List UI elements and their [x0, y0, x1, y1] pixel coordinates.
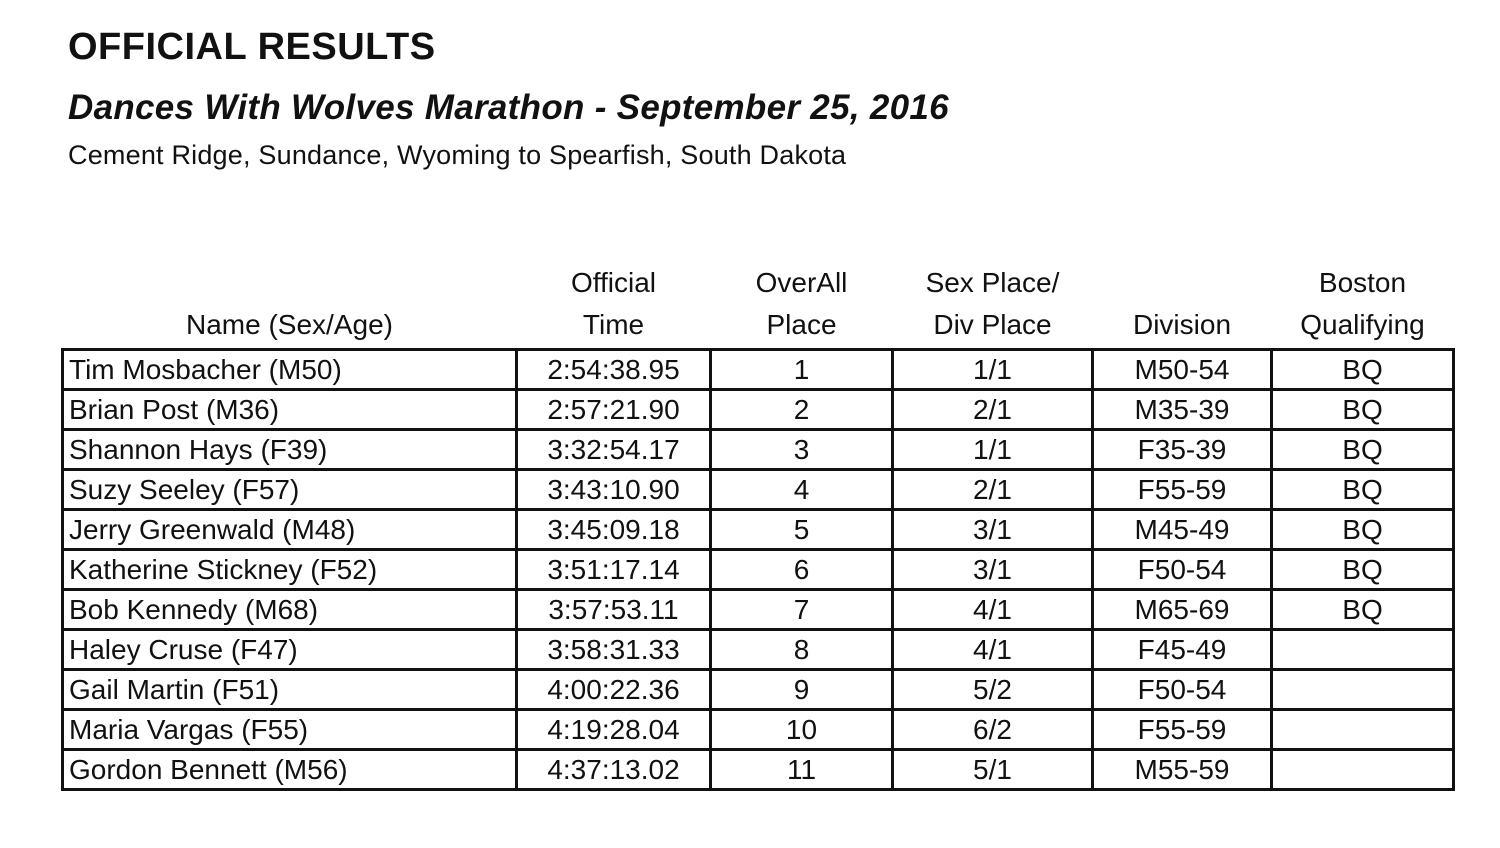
sex-div-place: 1/1	[893, 430, 1093, 470]
sex-div-place: 4/1	[893, 590, 1093, 630]
boston-qualifying: BQ	[1272, 430, 1454, 470]
sex-div-place: 1/1	[893, 350, 1093, 390]
official-time: 3:51:17.14	[517, 550, 711, 590]
overall-place: 10	[711, 710, 893, 750]
event-location: Cement Ridge, Sundance, Wyoming to Spearfish, South Dakota	[68, 140, 847, 170]
official-time: 4:00:22.36	[517, 670, 711, 710]
table-header-row	[63, 262, 1454, 350]
boston-qualifying	[1272, 630, 1454, 670]
overall-place: 9	[711, 670, 893, 710]
column-header-time: Official Time	[570, 267, 657, 340]
column-header-division: Division	[1132, 309, 1232, 340]
division: F55-59	[1093, 470, 1272, 510]
column-header-sex-div-place: Sex Place/ Div Place	[925, 267, 1060, 340]
sex-div-place: 5/2	[893, 670, 1093, 710]
column-header-boston-qualifying: Boston Qualifying	[1300, 267, 1425, 340]
official-time: 3:32:54.17	[517, 430, 711, 470]
sex-div-place: 3/1	[893, 510, 1093, 550]
division: M50-54	[1093, 350, 1272, 390]
boston-qualifying: BQ	[1272, 350, 1454, 390]
official-time: 3:58:31.33	[517, 630, 711, 670]
overall-place: 11	[711, 750, 893, 790]
boston-qualifying: BQ	[1272, 590, 1454, 630]
table-row	[63, 430, 1454, 470]
results-table	[61, 262, 1455, 791]
boston-qualifying: BQ	[1272, 510, 1454, 550]
overall-place: 8	[711, 630, 893, 670]
boston-qualifying	[1272, 750, 1454, 790]
runner-name: Suzy Seeley (F57)	[63, 470, 517, 510]
boston-qualifying	[1272, 670, 1454, 710]
runner-name: Jerry Greenwald (M48)	[63, 510, 517, 550]
division: M55-59	[1093, 750, 1272, 790]
runner-name: Gail Martin (F51)	[63, 670, 517, 710]
division: M35-39	[1093, 390, 1272, 430]
boston-qualifying: BQ	[1272, 390, 1454, 430]
division: F50-54	[1093, 550, 1272, 590]
division: F50-54	[1093, 670, 1272, 710]
division: M65-69	[1093, 590, 1272, 630]
overall-place: 2	[711, 390, 893, 430]
division: F55-59	[1093, 710, 1272, 750]
overall-place: 1	[711, 350, 893, 390]
page-title: OFFICIAL RESULTS	[68, 26, 436, 68]
table-row	[63, 550, 1454, 590]
table-row	[63, 390, 1454, 430]
table-row	[63, 710, 1454, 750]
runner-name: Tim Mosbacher (M50)	[63, 350, 517, 390]
official-time: 3:43:10.90	[517, 470, 711, 510]
runner-name: Gordon Bennett (M56)	[63, 750, 517, 790]
overall-place: 3	[711, 430, 893, 470]
event-subtitle: Dances With Wolves Marathon - September 25, 2016	[68, 88, 949, 127]
column-header-name: Name (Sex/Age)	[186, 309, 393, 340]
overall-place: 6	[711, 550, 893, 590]
sex-div-place: 6/2	[893, 710, 1093, 750]
runner-name: Katherine Stickney (F52)	[63, 550, 517, 590]
official-time: 3:57:53.11	[517, 590, 711, 630]
boston-qualifying: BQ	[1272, 550, 1454, 590]
runner-name: Haley Cruse (F47)	[63, 630, 517, 670]
runner-name: Shannon Hays (F39)	[63, 430, 517, 470]
division: F35-39	[1093, 430, 1272, 470]
sex-div-place: 4/1	[893, 630, 1093, 670]
column-header-overall-place: OverAll Place	[755, 267, 848, 340]
table-row	[63, 670, 1454, 710]
sex-div-place: 2/1	[893, 470, 1093, 510]
division: F45-49	[1093, 630, 1272, 670]
official-time: 2:54:38.95	[517, 350, 711, 390]
official-time: 4:19:28.04	[517, 710, 711, 750]
official-time: 4:37:13.02	[517, 750, 711, 790]
overall-place: 7	[711, 590, 893, 630]
runner-name: Maria Vargas (F55)	[63, 710, 517, 750]
table-row	[63, 750, 1454, 790]
runner-name: Brian Post (M36)	[63, 390, 517, 430]
table-row	[63, 470, 1454, 510]
official-time: 2:57:21.90	[517, 390, 711, 430]
table-row	[63, 590, 1454, 630]
overall-place: 5	[711, 510, 893, 550]
overall-place: 4	[711, 470, 893, 510]
sex-div-place: 3/1	[893, 550, 1093, 590]
division: M45-49	[1093, 510, 1272, 550]
sex-div-place: 5/1	[893, 750, 1093, 790]
boston-qualifying: BQ	[1272, 470, 1454, 510]
official-time: 3:45:09.18	[517, 510, 711, 550]
boston-qualifying	[1272, 710, 1454, 750]
runner-name: Bob Kennedy (M68)	[63, 590, 517, 630]
table-row	[63, 350, 1454, 390]
table-row	[63, 630, 1454, 670]
table-row	[63, 510, 1454, 550]
sex-div-place: 2/1	[893, 390, 1093, 430]
